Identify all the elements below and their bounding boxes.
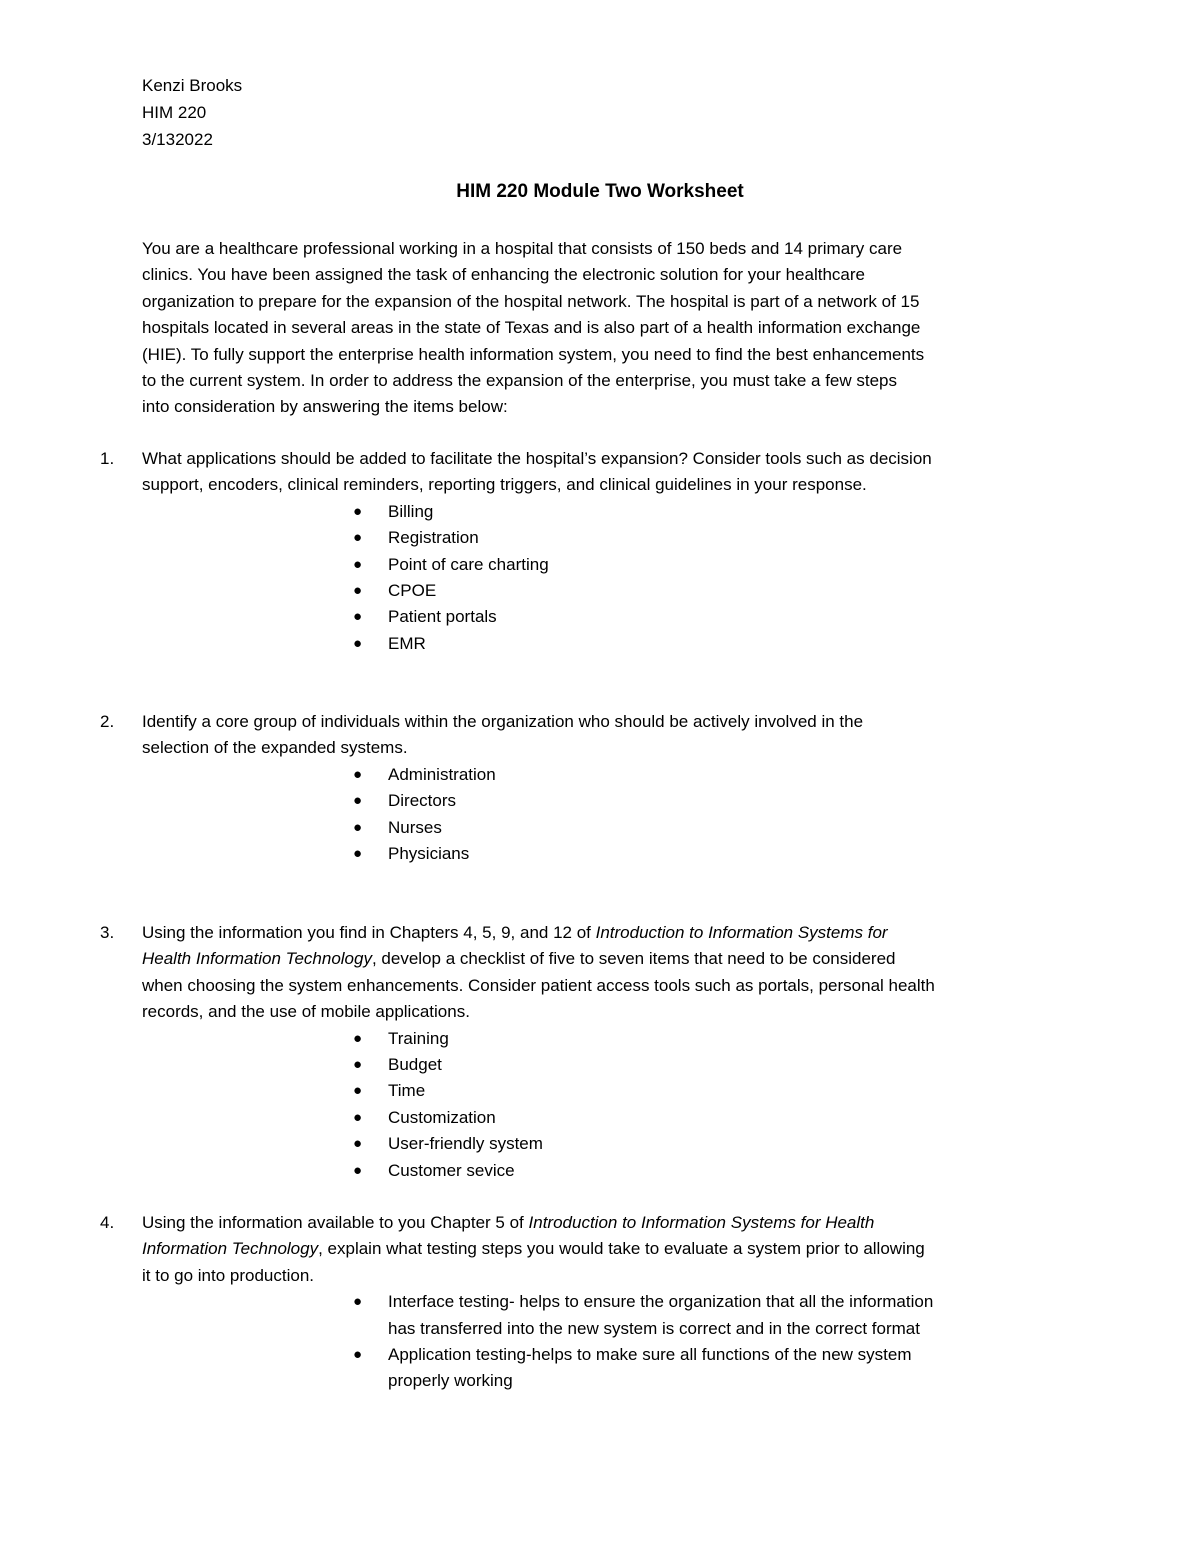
list-item: ● Training (100, 1026, 1070, 1052)
bullet-icon: ● (353, 529, 363, 547)
question-text (142, 709, 1070, 762)
bullet-icon: ● (353, 1346, 363, 1364)
intro-line: (HIE). To fully support the enterprise health information system, you need to find the best enhancements (142, 344, 925, 364)
question-line: Identify a core group of individuals within the organization who should be actively involved in the (142, 712, 864, 731)
list-item: ● Time (100, 1078, 1070, 1104)
list-item: ● Physicians (100, 841, 1070, 867)
bullet-icon: ● (353, 555, 363, 573)
bullet-icon: ● (353, 1082, 363, 1100)
question-line: Health Information Technology, develop a checklist of five to seven items that need to be considered (142, 949, 896, 969)
list-item: ● User-friendly system (100, 1131, 1070, 1157)
list-item: ● Customization (100, 1105, 1070, 1131)
book-title: Information Technology (142, 1239, 319, 1259)
list-item: ● Billing (100, 499, 1070, 525)
question-1 (100, 446, 1070, 657)
question-line: selection of the expanded systems. (142, 738, 408, 758)
list-item: ● CPOE (100, 578, 1070, 604)
page-title: HIM 220 Module Two Worksheet (456, 181, 744, 202)
answer-list (100, 1289, 1070, 1395)
question-2 (100, 709, 1070, 867)
list-item: ● Budget (100, 1052, 1070, 1078)
book-title: Introduction to Information Systems for (595, 923, 888, 942)
book-title: Health Information Technology (142, 949, 372, 969)
bullet-icon: ● (353, 1161, 363, 1179)
question-line: support, encoders, clinical reminders, reporting triggers, and clinical guidelines in your response. (142, 475, 867, 495)
intro-line: You are a healthcare professional working in a hospital that consists of 150 beds and 14 primary care (142, 239, 903, 258)
list-item: ● Customer sevice (100, 1158, 1070, 1184)
question-number: 1. (100, 449, 115, 468)
author-name: Kenzi Brooks (142, 76, 243, 95)
list-item: ● Application testing-helps to make sure all functions of the new system properly working (100, 1342, 1070, 1395)
question-line: it to go into production. (142, 1265, 315, 1285)
list-item: ● EMR (100, 631, 1070, 657)
intro-line: hospitals located in several areas in the state of Texas and is also part of a health information exchange (142, 318, 921, 338)
intro-line: clinics. You have been assigned the task of enhancing the electronic solution for your healthcare (142, 265, 865, 285)
intro-line: to the current system. In order to address the expansion of the enterprise, you must take a few steps (142, 371, 898, 391)
question-line: Using the information you find in Chapters 4, 5, 9, and 12 of Introduction to Information Systems for (142, 923, 888, 942)
submission-date: 3/132022 (142, 130, 213, 149)
bullet-icon: ● (353, 1108, 363, 1126)
intro-line: organization to prepare for the expansion of the hospital network. The hospital is part of a network of 15 (142, 291, 920, 311)
list-item: ● Administration (100, 762, 1070, 788)
question-line: records, and the use of mobile applications. (142, 1002, 470, 1022)
question-line: when choosing the system enhancements. Consider patient access tools such as portals, personal health (142, 975, 935, 995)
bullet-icon: ● (353, 792, 363, 810)
answer-list (100, 1026, 1070, 1184)
question-line: What applications should be added to facilitate the hospital’s expansion? Consider tools such as decision (142, 449, 932, 468)
question-number: 3. (100, 923, 115, 942)
bullet-icon: ● (353, 502, 363, 520)
question-text (142, 1210, 1070, 1289)
bullet-icon: ● (353, 1293, 363, 1311)
question-number: 4. (100, 1213, 115, 1232)
question-text (142, 920, 1070, 1026)
list-item: ● Interface testing- helps to ensure the organization that all the information has transferred into the new system is correct and in the correct format (100, 1289, 1070, 1342)
bullet-icon: ● (353, 608, 363, 626)
course-code: HIM 220 (142, 103, 207, 122)
question-3 (100, 920, 1070, 1184)
list-item: ● Point of care charting (100, 552, 1070, 578)
bullet-icon: ● (353, 1029, 363, 1047)
list-item: ● Directors (100, 788, 1070, 814)
list-item: ● Nurses (100, 815, 1070, 841)
intro-paragraph (142, 236, 1062, 421)
answer-list (100, 499, 1070, 657)
bullet-icon: ● (353, 765, 363, 783)
list-item: ● Registration (100, 525, 1070, 551)
answer-list (100, 762, 1070, 868)
question-number: 2. (100, 712, 115, 731)
bullet-icon: ● (353, 818, 363, 836)
list-item: ● Patient portals (100, 604, 1070, 630)
question-text (142, 446, 1070, 499)
bullet-icon: ● (353, 634, 363, 652)
book-title: Introduction to Information Systems for Health (528, 1213, 875, 1232)
bullet-icon: ● (353, 1056, 363, 1074)
bullet-icon: ● (353, 582, 363, 600)
bullet-icon: ● (353, 845, 363, 863)
question-line: Using the information available to you Chapter 5 of Introduction to Information Systems for Health (142, 1213, 875, 1232)
bullet-icon: ● (353, 1135, 363, 1153)
question-4 (100, 1210, 1070, 1395)
question-line: Information Technology, explain what testing steps you would take to evaluate a system prior to allowing (142, 1239, 925, 1259)
intro-line: into consideration by answering the items below: (142, 397, 508, 417)
